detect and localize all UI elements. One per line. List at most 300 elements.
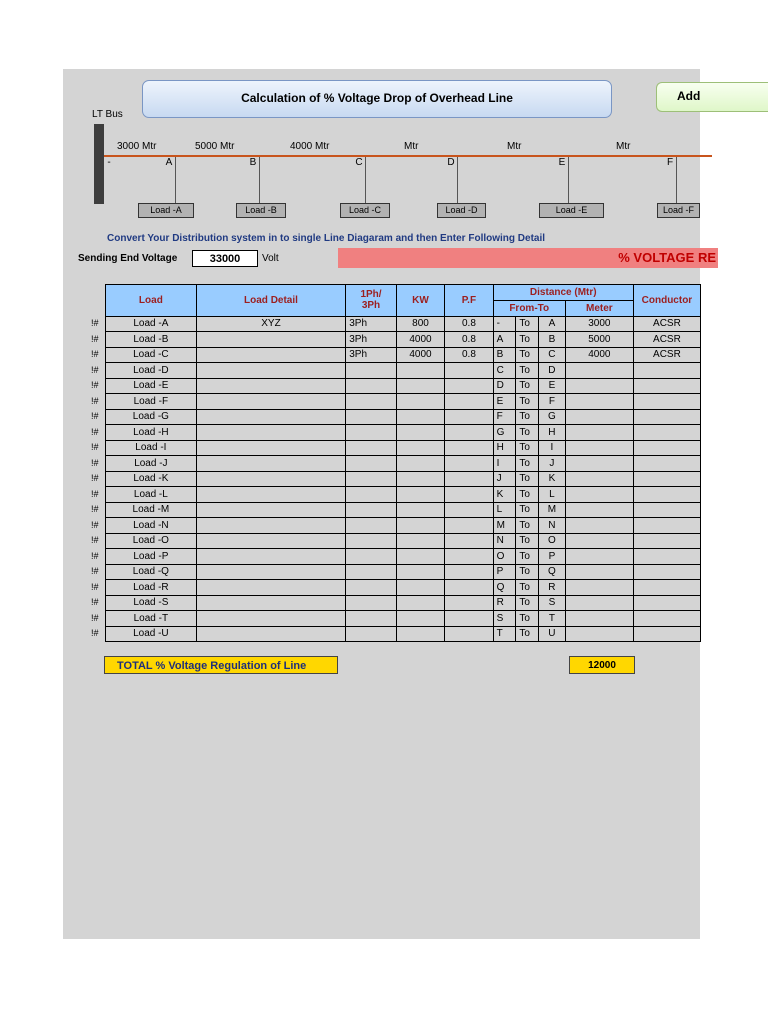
error-marker: !# (91, 628, 99, 638)
cell-kw[interactable] (396, 580, 444, 596)
table-row (106, 456, 701, 472)
cell-conductor[interactable] (633, 518, 700, 534)
cell-load-detail[interactable] (196, 626, 346, 642)
cell-kw[interactable] (396, 626, 444, 642)
cell-pf[interactable] (445, 549, 493, 565)
error-marker: !# (91, 349, 99, 359)
load-drop-line (175, 157, 176, 203)
table-row (106, 564, 701, 580)
cell-conductor[interactable]: ACSR (633, 347, 700, 363)
cell-kw[interactable] (396, 611, 444, 627)
cell-load-detail[interactable] (196, 440, 346, 456)
voltage-regulation-banner (338, 248, 718, 268)
cell-kw[interactable] (396, 456, 444, 472)
cell-conductor[interactable] (633, 394, 700, 410)
cell-load-detail[interactable] (196, 518, 346, 534)
node-label: D (447, 157, 455, 168)
cell-meter[interactable] (565, 456, 633, 472)
cell-to: To (516, 611, 539, 627)
cell-meter[interactable]: 5000 (565, 332, 633, 348)
cell-load[interactable]: Load -U (106, 626, 197, 642)
cell-load[interactable]: Load -I (106, 440, 197, 456)
cell-load[interactable]: Load -D (106, 363, 197, 379)
cell-phase[interactable] (346, 595, 397, 611)
error-marker: !# (91, 581, 99, 592)
cell-load-detail[interactable] (196, 502, 346, 518)
load-box: Load -E (539, 203, 604, 218)
cell-node[interactable]: F (539, 394, 566, 410)
cell-phase[interactable] (346, 611, 397, 627)
cell-load[interactable]: Load -R (106, 580, 197, 596)
cell-pf[interactable] (445, 425, 493, 441)
add-button[interactable]: Add (656, 82, 768, 112)
table-row (106, 363, 701, 379)
cell-kw[interactable] (396, 425, 444, 441)
cell-to: To (516, 316, 539, 332)
cell-meter[interactable] (565, 595, 633, 611)
cell-from[interactable]: R (493, 595, 516, 611)
cell-load[interactable]: Load -T (106, 611, 197, 627)
cell-conductor[interactable]: ACSR (633, 316, 700, 332)
error-marker: !# (91, 457, 99, 468)
error-marker: !# (91, 395, 99, 406)
instruction-text: Convert Your Distribution system in to single Line Diagaram and then Enter Following Detail (107, 233, 546, 244)
node-label: F (666, 157, 674, 168)
load-box: Load -D (437, 203, 486, 218)
cell-to: To (516, 549, 539, 565)
table-row (106, 626, 701, 642)
cell-kw[interactable] (396, 487, 444, 503)
cell-to: To (516, 332, 539, 348)
cell-load-detail[interactable] (196, 332, 346, 348)
cell-conductor[interactable] (633, 502, 700, 518)
cell-conductor[interactable] (633, 611, 700, 627)
cell-kw[interactable] (396, 549, 444, 565)
table-row (106, 487, 701, 503)
cell-conductor[interactable] (633, 378, 700, 394)
cell-conductor[interactable] (633, 471, 700, 487)
cell-meter[interactable]: 3000 (565, 316, 633, 332)
cell-pf[interactable]: 0.8 (445, 347, 493, 363)
cell-to: To (516, 440, 539, 456)
table-row (106, 471, 701, 487)
header-kw: KW (396, 285, 444, 317)
cell-meter[interactable] (565, 611, 633, 627)
cell-phase[interactable] (346, 394, 397, 410)
cell-load-detail[interactable] (196, 425, 346, 441)
cell-pf[interactable] (445, 580, 493, 596)
cell-conductor[interactable] (633, 425, 700, 441)
cell-node[interactable]: H (539, 425, 566, 441)
cell-from[interactable]: - (493, 316, 516, 332)
cell-phase[interactable] (346, 580, 397, 596)
cell-meter[interactable] (565, 363, 633, 379)
cell-conductor[interactable] (633, 533, 700, 549)
cell-load-detail[interactable] (196, 580, 346, 596)
cell-load[interactable]: Load -P (106, 549, 197, 565)
total-regulation-label: TOTAL % Voltage Regulation of Line (104, 656, 338, 674)
cell-from[interactable]: P (493, 564, 516, 580)
cell-to: To (516, 363, 539, 379)
header-from-to: From-To (493, 301, 565, 317)
cell-from[interactable]: K (493, 487, 516, 503)
load-table (105, 284, 701, 642)
cell-to: To (516, 471, 539, 487)
cell-node[interactable]: E (539, 378, 566, 394)
cell-load[interactable]: Load -O (106, 533, 197, 549)
table-row (106, 580, 701, 596)
error-marker: !# (91, 426, 99, 437)
cell-to: To (516, 564, 539, 580)
cell-from[interactable]: C (493, 363, 516, 379)
error-marker: !# (91, 519, 99, 530)
cell-from[interactable]: E (493, 394, 516, 410)
table-row (106, 394, 701, 410)
cell-pf[interactable] (445, 533, 493, 549)
cell-meter[interactable] (565, 425, 633, 441)
cell-pf[interactable] (445, 487, 493, 503)
load-box: Load -A (138, 203, 194, 218)
cell-pf[interactable]: 0.8 (445, 316, 493, 332)
error-marker-column (91, 316, 105, 642)
cell-conductor[interactable] (633, 456, 700, 472)
cell-load[interactable]: Load -K (106, 471, 197, 487)
cell-to: To (516, 409, 539, 425)
table-row (106, 502, 701, 518)
cell-to: To (516, 626, 539, 642)
cell-conductor[interactable] (633, 595, 700, 611)
load-drop-line (365, 157, 366, 203)
cell-from[interactable]: D (493, 378, 516, 394)
cell-kw[interactable]: 4000 (396, 332, 444, 348)
cell-from[interactable]: O (493, 549, 516, 565)
node-label: E (558, 157, 566, 168)
cell-load[interactable]: Load -F (106, 394, 197, 410)
cell-node[interactable]: L (539, 487, 566, 503)
sending-voltage-unit: Volt (262, 253, 279, 264)
cell-to: To (516, 487, 539, 503)
error-marker: !# (91, 550, 99, 561)
table-row (106, 549, 701, 565)
cell-meter[interactable] (565, 440, 633, 456)
cell-load-detail[interactable] (196, 611, 346, 627)
load-drop-line (457, 157, 458, 203)
header-meter: Meter (565, 301, 633, 317)
cell-to: To (516, 394, 539, 410)
sending-voltage-input[interactable]: 33000 (192, 250, 258, 267)
error-marker: !# (91, 612, 99, 623)
cell-load[interactable]: Load -A (106, 316, 197, 332)
header-pf: P.F (445, 285, 493, 317)
error-marker: !# (91, 442, 99, 452)
cell-load-detail[interactable] (196, 595, 346, 611)
cell-from[interactable]: J (493, 471, 516, 487)
cell-from[interactable]: M (493, 518, 516, 534)
header-phase (346, 285, 397, 317)
table-row (106, 316, 701, 332)
cell-kw[interactable] (396, 394, 444, 410)
cell-meter[interactable] (565, 471, 633, 487)
start-node-marker: - (107, 157, 111, 168)
cell-from[interactable]: L (493, 502, 516, 518)
cell-load[interactable]: Load -M (106, 502, 197, 518)
cell-load[interactable]: Load -S (106, 595, 197, 611)
cell-load-detail[interactable] (196, 549, 346, 565)
cell-conductor[interactable] (633, 549, 700, 565)
cell-meter[interactable] (565, 518, 633, 534)
cell-node[interactable]: Q (539, 564, 566, 580)
cell-to: To (516, 347, 539, 363)
cell-pf[interactable] (445, 595, 493, 611)
table-row (106, 332, 701, 348)
cell-to: To (516, 595, 539, 611)
cell-load-detail[interactable] (196, 456, 346, 472)
error-marker: !# (91, 566, 99, 576)
error-marker: !# (91, 333, 99, 344)
cell-node[interactable]: K (539, 471, 566, 487)
lt-bus-label: LT Bus (92, 109, 123, 120)
cell-node[interactable]: O (539, 533, 566, 549)
cell-pf[interactable]: 0.8 (445, 332, 493, 348)
cell-load[interactable]: Load -Q (106, 564, 197, 580)
cell-phase[interactable] (346, 502, 397, 518)
error-marker: !# (91, 411, 99, 421)
distance-label: 5000 Mtr (195, 141, 235, 152)
cell-conductor[interactable] (633, 363, 700, 379)
total-distance-value: 12000 (569, 656, 635, 674)
error-marker: !# (91, 504, 99, 514)
cell-node[interactable]: D (539, 363, 566, 379)
table-row (106, 425, 701, 441)
cell-phase[interactable]: 3Ph (346, 316, 397, 332)
cell-kw[interactable] (396, 378, 444, 394)
cell-load-detail[interactable]: XYZ (196, 316, 346, 332)
cell-meter[interactable] (565, 409, 633, 425)
table-row (106, 440, 701, 456)
cell-node[interactable]: I (539, 440, 566, 456)
cell-pf[interactable] (445, 502, 493, 518)
cell-load-detail[interactable] (196, 564, 346, 580)
cell-load-detail[interactable] (196, 409, 346, 425)
cell-phase[interactable] (346, 564, 397, 580)
cell-pf[interactable] (445, 440, 493, 456)
overhead-line (104, 155, 712, 157)
error-marker: !# (91, 364, 99, 375)
cell-pf[interactable] (445, 626, 493, 642)
cell-pf[interactable] (445, 518, 493, 534)
error-marker: !# (91, 535, 99, 545)
cell-phase[interactable] (346, 409, 397, 425)
node-label: C (355, 157, 363, 168)
table-row (106, 611, 701, 627)
cell-meter[interactable] (565, 533, 633, 549)
distance-label: 4000 Mtr (290, 141, 330, 152)
cell-phase[interactable] (346, 425, 397, 441)
load-box: Load -B (236, 203, 286, 218)
cell-conductor[interactable] (633, 409, 700, 425)
cell-to: To (516, 456, 539, 472)
cell-kw[interactable]: 4000 (396, 347, 444, 363)
cell-kw[interactable] (396, 595, 444, 611)
table-row (106, 533, 701, 549)
voltage-regulation-text: % VOLTAGE RE (618, 250, 716, 265)
cell-conductor[interactable] (633, 487, 700, 503)
sending-voltage-label: Sending End Voltage (78, 253, 178, 264)
distance-label: Mtr (404, 141, 419, 152)
cell-node[interactable]: T (539, 611, 566, 627)
cell-phase[interactable] (346, 626, 397, 642)
cell-load[interactable]: Load -H (106, 425, 197, 441)
cell-phase[interactable]: 3Ph (346, 332, 397, 348)
cell-load[interactable]: Load -E (106, 378, 197, 394)
cell-from[interactable]: I (493, 456, 516, 472)
cell-kw[interactable] (396, 533, 444, 549)
header-load-detail: Load Detail (196, 285, 346, 317)
cell-load-detail[interactable] (196, 533, 346, 549)
cell-kw[interactable] (396, 502, 444, 518)
cell-phase[interactable] (346, 549, 397, 565)
cell-meter[interactable] (565, 564, 633, 580)
cell-load[interactable]: Load -G (106, 409, 197, 425)
cell-conductor[interactable] (633, 440, 700, 456)
cell-load[interactable]: Load -N (106, 518, 197, 534)
cell-load-detail[interactable] (196, 394, 346, 410)
cell-kw[interactable]: 800 (396, 316, 444, 332)
lt-busbar (94, 124, 104, 204)
cell-from[interactable]: H (493, 440, 516, 456)
cell-meter[interactable] (565, 626, 633, 642)
cell-from[interactable]: B (493, 347, 516, 363)
cell-phase[interactable] (346, 518, 397, 534)
load-drop-line (568, 157, 569, 203)
table-row (106, 378, 701, 394)
cell-node[interactable]: R (539, 580, 566, 596)
cell-meter[interactable] (565, 549, 633, 565)
cell-load-detail[interactable] (196, 363, 346, 379)
header-distance: Distance (Mtr) (493, 285, 633, 301)
cell-node[interactable]: B (539, 332, 566, 348)
cell-kw[interactable] (396, 564, 444, 580)
cell-node[interactable]: N (539, 518, 566, 534)
cell-conductor[interactable]: ACSR (633, 332, 700, 348)
error-marker: !# (91, 488, 99, 499)
cell-conductor[interactable] (633, 580, 700, 596)
header-load: Load (106, 285, 197, 317)
cell-phase[interactable] (346, 363, 397, 379)
cell-from[interactable]: N (493, 533, 516, 549)
cell-load[interactable]: Load -B (106, 332, 197, 348)
cell-to: To (516, 502, 539, 518)
error-marker: !# (91, 380, 99, 390)
cell-meter[interactable]: 4000 (565, 347, 633, 363)
cell-pf[interactable] (445, 456, 493, 472)
cell-phase[interactable] (346, 378, 397, 394)
table-row (106, 409, 701, 425)
cell-pf[interactable] (445, 363, 493, 379)
cell-phase[interactable]: 3Ph (346, 347, 397, 363)
cell-kw[interactable] (396, 471, 444, 487)
cell-from[interactable]: Q (493, 580, 516, 596)
cell-kw[interactable] (396, 409, 444, 425)
cell-meter[interactable] (565, 502, 633, 518)
cell-conductor[interactable] (633, 564, 700, 580)
cell-to: To (516, 580, 539, 596)
header-phase-text: 1Ph/ 3Ph (360, 289, 382, 312)
cell-node[interactable]: A (539, 316, 566, 332)
cell-from[interactable]: G (493, 425, 516, 441)
cell-phase[interactable] (346, 533, 397, 549)
cell-from[interactable]: A (493, 332, 516, 348)
cell-conductor[interactable] (633, 626, 700, 642)
cell-load-detail[interactable] (196, 347, 346, 363)
cell-load[interactable]: Load -C (106, 347, 197, 363)
cell-to: To (516, 425, 539, 441)
load-drop-line (676, 157, 677, 203)
node-label: B (249, 157, 257, 168)
cell-node[interactable]: S (539, 595, 566, 611)
distance-label: Mtr (616, 141, 631, 152)
cell-pf[interactable] (445, 564, 493, 580)
cell-load-detail[interactable] (196, 378, 346, 394)
sheet-title: Calculation of % Voltage Drop of Overhead Line (142, 80, 612, 118)
table-row (106, 347, 701, 363)
cell-kw[interactable] (396, 363, 444, 379)
error-marker: !# (91, 597, 99, 607)
cell-from[interactable]: S (493, 611, 516, 627)
cell-meter[interactable] (565, 580, 633, 596)
cell-meter[interactable] (565, 487, 633, 503)
cell-meter[interactable] (565, 378, 633, 394)
cell-pf[interactable] (445, 409, 493, 425)
cell-phase[interactable] (346, 456, 397, 472)
cell-from[interactable]: T (493, 626, 516, 642)
load-box: Load -F (657, 203, 700, 218)
header-conductor: Conductor (633, 285, 700, 317)
cell-phase[interactable] (346, 487, 397, 503)
cell-node[interactable]: P (539, 549, 566, 565)
cell-to: To (516, 533, 539, 549)
cell-node[interactable]: G (539, 409, 566, 425)
cell-pf[interactable] (445, 394, 493, 410)
cell-to: To (516, 518, 539, 534)
node-label: A (165, 157, 173, 168)
error-marker: !# (91, 473, 99, 483)
cell-to: To (516, 378, 539, 394)
cell-node[interactable]: C (539, 347, 566, 363)
cell-load-detail[interactable] (196, 471, 346, 487)
cell-meter[interactable] (565, 394, 633, 410)
cell-from[interactable]: F (493, 409, 516, 425)
cell-load[interactable]: Load -L (106, 487, 197, 503)
cell-phase[interactable] (346, 440, 397, 456)
cell-kw[interactable] (396, 440, 444, 456)
distance-label: 3000 Mtr (117, 141, 157, 152)
cell-node[interactable]: U (539, 626, 566, 642)
cell-load-detail[interactable] (196, 487, 346, 503)
distance-label: Mtr (507, 141, 522, 152)
cell-load[interactable]: Load -J (106, 456, 197, 472)
load-box: Load -C (340, 203, 390, 218)
table-row (106, 518, 701, 534)
cell-kw[interactable] (396, 518, 444, 534)
cell-node[interactable]: J (539, 456, 566, 472)
cell-pf[interactable] (445, 471, 493, 487)
cell-phase[interactable] (346, 471, 397, 487)
cell-node[interactable]: M (539, 502, 566, 518)
load-drop-line (259, 157, 260, 203)
cell-pf[interactable] (445, 611, 493, 627)
cell-pf[interactable] (445, 378, 493, 394)
